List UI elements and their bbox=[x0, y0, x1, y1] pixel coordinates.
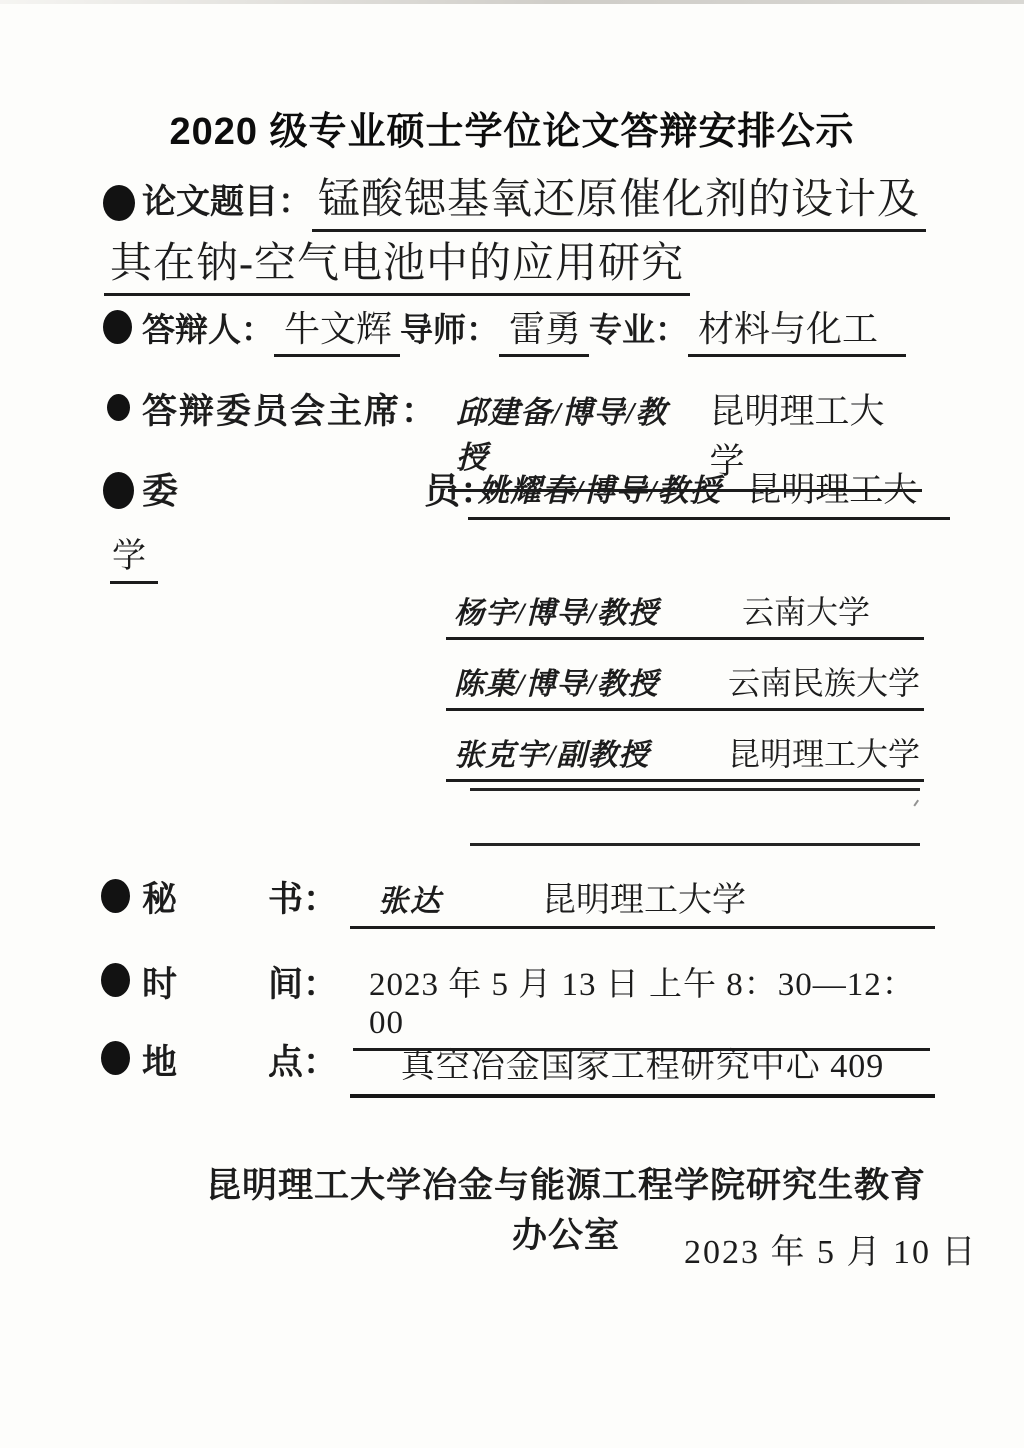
location-label-char: 地 bbox=[142, 1043, 178, 1082]
defender-name: 牛文辉 bbox=[274, 301, 400, 357]
advisor-name: 雷勇 bbox=[499, 301, 589, 357]
secretary-affiliation: 昆明理工大学 bbox=[542, 882, 746, 919]
location-label-rest: 点： bbox=[268, 1043, 339, 1082]
bullet-icon bbox=[101, 879, 130, 913]
advisor-label: 导师： bbox=[400, 313, 500, 349]
table-row bbox=[446, 578, 924, 640]
table-row bbox=[446, 720, 924, 782]
member-name: 陈菓/博导/教授 bbox=[454, 668, 659, 701]
location-fill-line bbox=[350, 1038, 935, 1098]
member-affiliation: 云南民族大学 bbox=[727, 665, 920, 701]
member-name: 姚耀春/博导/教授 bbox=[478, 473, 722, 508]
member-affiliation-wrap-char: 学 bbox=[110, 528, 158, 584]
member-affiliation: 昆明理工大学 bbox=[727, 736, 920, 772]
issuing-office: 昆明理工大学冶金与能源工程学院研究生教育办公室 bbox=[205, 1166, 926, 1255]
first-member-fill-line bbox=[468, 462, 950, 520]
thesis-title-line2: 其在钠-空气电池中的应用研究 bbox=[104, 230, 690, 296]
committee-label-char: 委 bbox=[142, 471, 179, 511]
bullet-icon bbox=[101, 1041, 130, 1075]
thesis-title-row bbox=[142, 166, 926, 233]
table-row bbox=[446, 649, 924, 711]
bullet-icon bbox=[103, 472, 134, 509]
chair-label: 答辩委员会主席： bbox=[142, 392, 439, 431]
bullet-icon bbox=[103, 185, 135, 221]
empty-signature-line bbox=[470, 788, 920, 791]
time-label-char: 时 bbox=[142, 965, 178, 1004]
defender-label: 答辩人： bbox=[142, 313, 274, 349]
thesis-title-wrap-row bbox=[104, 230, 690, 296]
secretary-label-rest: 书： bbox=[268, 880, 339, 919]
member-affiliation: 云南大学 bbox=[741, 594, 870, 630]
secretary-name: 张达 bbox=[378, 885, 442, 918]
defense-location-value: 真空冶金国家工程研究中心 409 bbox=[400, 1048, 885, 1085]
member-name: 杨宇/博导/教授 bbox=[454, 597, 659, 630]
defender-row bbox=[142, 301, 906, 359]
major-value: 材料与化工 bbox=[688, 301, 906, 357]
secretary-label-char: 秘 bbox=[142, 880, 178, 919]
empty-signature-line bbox=[470, 843, 920, 846]
issue-date: 2023 年 5 月 10 日 bbox=[684, 1234, 978, 1271]
major-label: 专业： bbox=[589, 313, 689, 349]
member-name: 张克宇/副教授 bbox=[454, 739, 650, 772]
thesis-label: 论文题目： bbox=[142, 184, 312, 221]
committee-label-rest: 员： bbox=[424, 471, 497, 511]
scan-speck-artifact bbox=[906, 794, 919, 806]
scan-edge-artifact bbox=[0, 0, 1024, 4]
chair-name: 邱建备/博导/教授 bbox=[456, 395, 668, 475]
committee-member-list bbox=[446, 578, 924, 791]
member-affiliation: 昆明理工大 bbox=[747, 472, 918, 509]
bullet-icon bbox=[107, 394, 130, 421]
secretary-fill-line bbox=[350, 872, 935, 929]
defense-time-value: 2023 年 5 月 13 日 上午 8：30—12：00 bbox=[369, 967, 916, 1041]
bullet-icon bbox=[101, 963, 130, 997]
time-label-rest: 间： bbox=[268, 965, 339, 1004]
bullet-icon bbox=[103, 310, 132, 344]
page-title: 2020 级专业硕士学位论文答辩安排公示 bbox=[169, 111, 855, 153]
chair-affiliation: 昆明理工大学 bbox=[709, 392, 885, 481]
thesis-title-line1: 锰酸锶基氧还原催化剂的设计及 bbox=[312, 166, 926, 232]
